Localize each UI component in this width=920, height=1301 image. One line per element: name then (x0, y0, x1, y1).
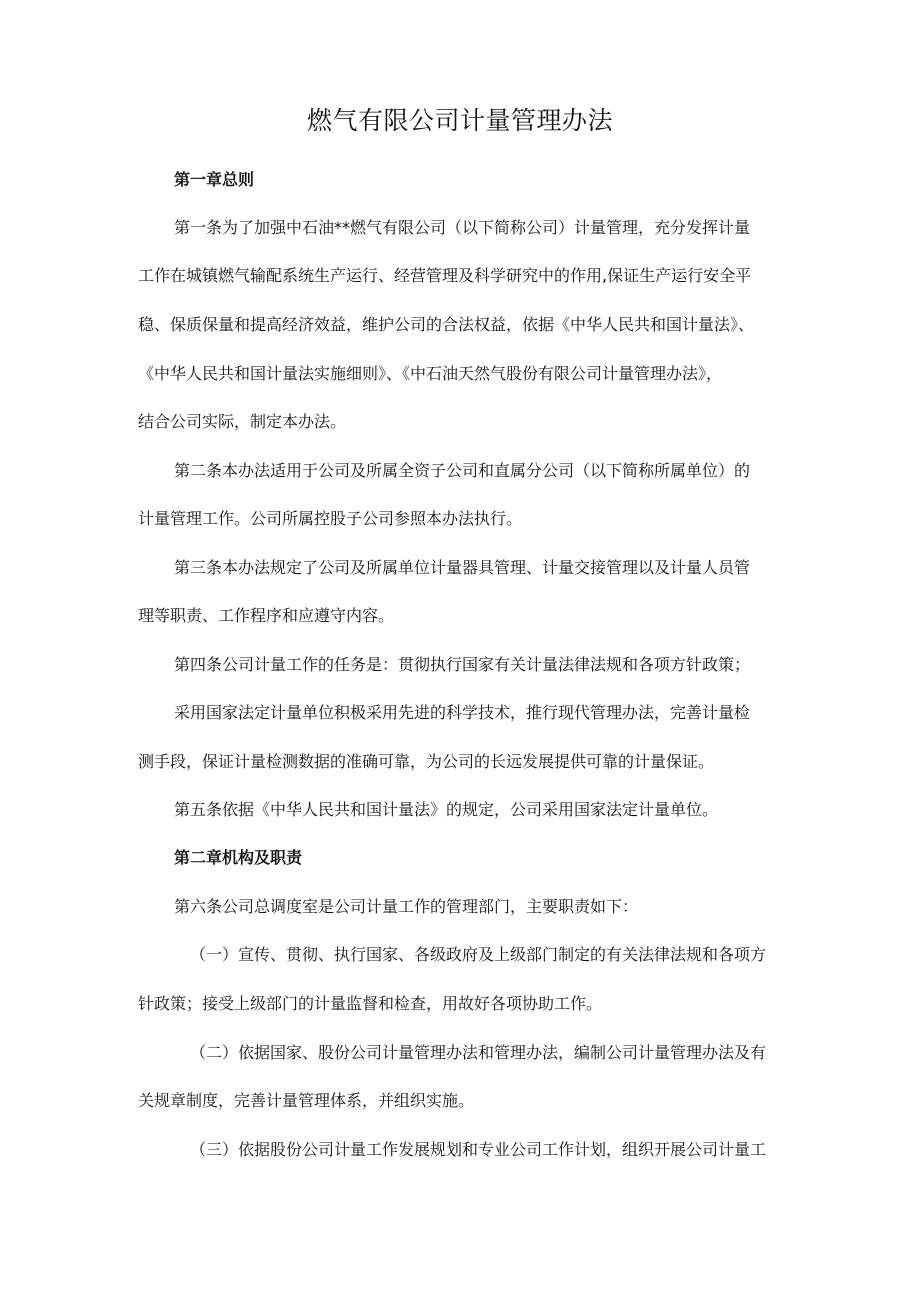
paragraph-line: （二）依据国家、股份公司计量管理办法和管理办法，编制公司计量管理办法及有 (190, 1043, 767, 1062)
paragraph-line: 第四条公司计量工作的任务是：贯彻执行国家有关计量法律法规和各项方针政策； (174, 655, 751, 674)
paragraph-line: 第一条为了加强中石油**燃气有限公司（以下简称公司）计量管理，充分发挥计量 (174, 218, 751, 237)
paragraph-line: （一）宣传、贯彻、执行国家、各级政府及上级部门制定的有关法律法规和各项方 (190, 945, 767, 964)
paragraph-line: 计量管理工作。公司所属控股子公司参照本办法执行。 (138, 509, 523, 528)
paragraph-line: 针政策；接受上级部门的计量监督和检查，用故好各项协助工作。 (138, 994, 603, 1013)
chapter-heading: 第一章总则 (174, 170, 255, 189)
chapter-heading: 第二章机构及职责 (174, 848, 303, 867)
paragraph-line: 理等职责、工作程序和应遵守内容。 (138, 606, 395, 625)
paragraph-line: 结合公司实际，制定本办法。 (138, 412, 347, 431)
paragraph-line: 稳、保质保量和提高经济效益，维护公司的合法权益，依据《中华人民共和国计量法》、 (138, 315, 755, 334)
paragraph-line: 第五条依据《中华人民共和国计量法》的规定，公司采用国家法定计量单位。 (174, 800, 719, 819)
paragraph-line: 测手段，保证计量检测数据的准确可靠，为公司的长远发展提供可靠的计量保证。 (138, 752, 715, 771)
paragraph-line: 第二条本办法适用于公司及所属全资子公司和直属分公司（以下简称所属单位）的 (174, 461, 751, 480)
document-title: 燃气有限公司计量管理办法 (306, 106, 613, 135)
paragraph-line: 工作在城镇燃气输配系统生产运行、经营管理及科学研究中的作用,保证生产运行安全平 (138, 266, 752, 285)
paragraph-line: 采用国家法定计量单位积极采用先进的科学技术，推行现代管理办法，完善计量检 (174, 703, 751, 722)
paragraph-line: 第六条公司总调度室是公司计量工作的管理部门，主要职责如下： (174, 897, 639, 916)
paragraph-line: 第三条本办法规定了公司及所属单位计量器具管理、计量交接管理以及计量人员管 (174, 558, 751, 577)
paragraph-line: 《中华人民共和国计量法实施细则》、《中石油天然气股份有限公司计量管理办法》， (138, 364, 723, 383)
paragraph-line: （三）依据股份公司计量工作发展规划和专业公司工作计划，组织开展公司计量工 (190, 1140, 767, 1159)
paragraph-line: 关规章制度，完善计量管理体系，并组织实施。 (138, 1091, 475, 1110)
